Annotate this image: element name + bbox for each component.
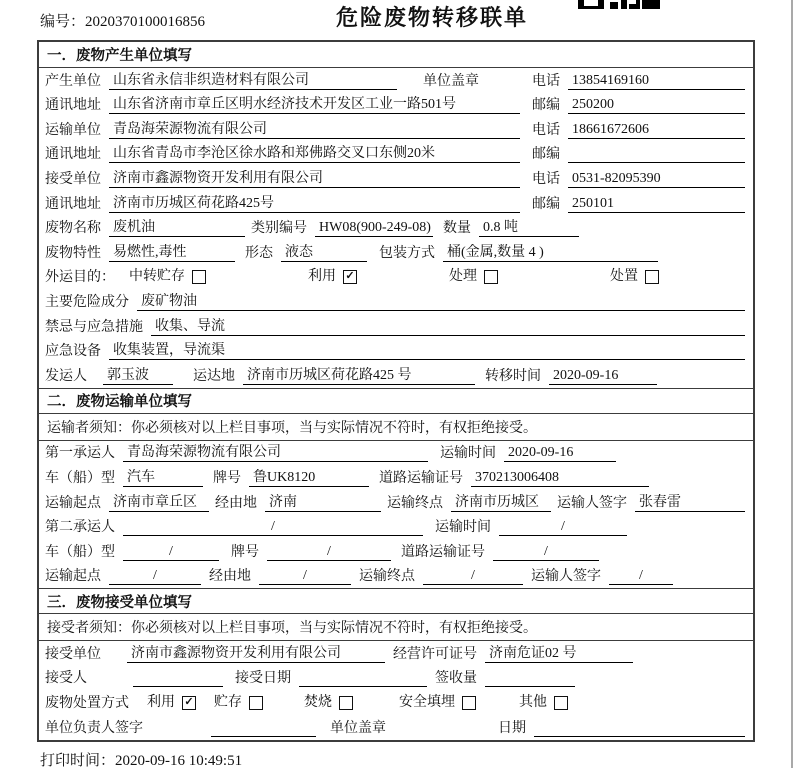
document-number [40,10,205,31]
terminal-2-value: / [423,567,523,585]
disposal-landfill-checkbox [399,694,476,711]
disposal-incineration-checkbox-label: 焚烧 [304,695,332,711]
emergency-equipment-row [39,339,753,364]
precaution-label: 禁忌与应急措施 [45,319,143,335]
responsible-sign-value [211,720,316,737]
destination-value: 济南市历城区荷花路425 号 [243,367,475,385]
generator-postcode-label: 邮编 [532,98,560,114]
waste-code-label: 类别编号 [251,221,307,237]
transport-date-2-label: 运输时间 [435,520,491,536]
generator-phone-value: 13854169160 [568,72,745,90]
accept-unit-value: 济南市鑫源物资开发利用有限公司 [127,645,385,663]
waste-quantity-label: 数量 [443,221,471,237]
consignor-row [39,363,753,388]
first-carrier-row [39,441,753,466]
waste-form-value: 液态 [281,244,367,262]
acceptor-value [133,670,223,687]
section-receiver-title: 三．废物接受单位填写 [39,588,753,614]
transporter-address-value: 山东省青岛市李沧区徐水路和郑佛路交叉口东侧20米 [109,145,520,163]
packaging-value: 桶(金属,数量 4 ) [443,244,658,262]
generator-address-row [39,93,753,118]
packaging-label: 包装方式 [379,245,435,261]
driver-sign-1-label: 运输人签字 [557,495,627,511]
origin-1-value: 济南市章丘区 [109,494,209,512]
page-title: 危险废物转移联单 [336,5,529,30]
disposal-storage-checkbox-label: 贮存 [214,695,242,711]
section-generator-title: 一．废物产生单位填写 [39,42,753,68]
plate-1-label: 牌号 [213,470,241,486]
second-carrier-row [39,515,753,540]
terminal-1-label: 运输终点 [387,495,443,511]
receiver-address-value: 济南市历城区荷花路425号 [109,195,520,213]
receiver-unit-row [39,166,753,191]
purpose-reuse-checkbox [308,268,357,285]
purpose-disposal-checkbox-box [645,270,659,284]
accept-date-label: 接受日期 [235,671,291,687]
receiver-phone-label: 电话 [532,171,560,187]
generator-unit-row [39,68,753,93]
print-time-value: 2020-09-16 10:49:51 [115,753,243,769]
second-carrier-label: 第二承运人 [45,520,115,536]
section-transporter-title: 二．废物运输单位填写 [39,388,753,414]
transport-date-2-value: / [499,518,627,536]
acceptor-label: 接受人 [45,671,87,687]
receiver-postcode-label: 邮编 [532,196,560,212]
main-hazard-value: 废矿物油 [137,293,745,311]
receiver-unit-value: 济南市鑫源物资开发利用有限公司 [109,170,520,188]
terminal-1-value: 济南市历城区 [451,494,551,512]
transporter-phone-value: 18661672606 [568,121,745,139]
transfer-date-value: 2020-09-16 [549,367,657,385]
transfer-date-label: 转移时间 [485,368,541,384]
document-number-label: 编号： [40,14,86,30]
permit-no-label: 经营许可证号 [393,646,477,662]
transporter-unit-value: 青岛海荣源物流有限公司 [109,121,520,139]
disposal-other-checkbox [519,694,568,711]
via-2-label: 经由地 [209,569,251,585]
waste-name-row [39,216,753,241]
route-row-2 [39,564,753,589]
via-1-value: 济南 [265,494,381,512]
receiver-address-row [39,191,753,216]
emergency-equipment-value: 收集装置，导流渠 [109,342,745,360]
main-hazard-label: 主要危险成分 [45,294,129,310]
disposal-reuse-checkbox [147,694,196,711]
road-permit-2-value: / [493,543,599,561]
disposal-landfill-checkbox-label: 安全填埋 [399,695,455,711]
vehicle-type-1-label: 车（船）型 [45,470,115,486]
waste-property-label: 废物特性 [45,245,101,261]
transfer-purpose-label: 外运目的： [45,270,115,286]
transporter-postcode-value [568,146,745,163]
purpose-transit-storage-checkbox-box [192,270,206,284]
first-carrier-label: 第一承运人 [45,446,115,462]
purpose-treatment-checkbox-box [484,270,498,284]
waste-form-label: 形态 [245,245,273,261]
sign-date-value [534,720,745,737]
vehicle-type-2-value: / [123,543,219,561]
terminal-2-label: 运输终点 [359,569,415,585]
purpose-disposal-checkbox [610,268,659,285]
receiver-phone-value: 0531-82095390 [568,170,745,188]
transporter-unit-label: 运输单位 [45,122,101,138]
first-carrier-value: 青岛海荣源物流有限公司 [123,444,428,462]
section-transporter-notice: 运输者须知：你必须核对以上栏目事项，当与实际情况不符时，有权拒绝接受。 [39,414,753,441]
consignor-value: 郭玉波 [103,367,173,385]
disposal-storage-checkbox [214,694,263,711]
acceptor-row [39,666,753,691]
disposal-method-label: 废物处置方式 [45,696,129,712]
disposal-incineration-checkbox-box [339,696,353,710]
transport-date-1-value: 2020-09-16 [504,444,616,462]
accept-unit-label: 接受单位 [45,646,101,662]
disposal-other-checkbox-box [554,696,568,710]
purpose-reuse-checkbox-box: ✓ [343,270,357,284]
waste-property-row [39,240,753,265]
purpose-treatment-checkbox-label: 处理 [449,269,477,285]
disposal-reuse-checkbox-box: ✓ [182,696,196,710]
transfer-purpose-row [39,265,753,290]
permit-no-value: 济南危证02 号 [485,645,633,663]
print-time-label: 打印时间： [40,753,116,769]
vehicle-type-2-label: 车（船）型 [45,544,115,560]
generator-address-value: 山东省济南市章丘区明水经济技术开发区工业一路501号 [109,96,520,114]
plate-1-value: 鲁UK8120 [249,469,369,487]
emergency-equipment-label: 应急设备 [45,344,101,360]
waste-name-value: 废机油 [109,219,245,237]
origin-2-label: 运输起点 [45,569,101,585]
purpose-disposal-checkbox-label: 处置 [610,269,638,285]
waste-name-label: 废物名称 [45,221,101,237]
generator-unit-value: 山东省永信非织造材料有限公司 [109,72,397,90]
disposal-reuse-checkbox-label: 利用 [147,695,175,711]
road-permit-1-label: 道路运输证号 [379,470,463,486]
disposal-storage-checkbox-box [249,696,263,710]
main-hazard-row [39,289,753,314]
waste-quantity-value: 0.8 吨 [479,219,579,237]
receiver-unit-label: 接受单位 [45,171,101,187]
print-time [40,749,242,770]
generator-address-label: 通讯地址 [45,98,101,114]
transporter-phone-label: 电话 [532,122,560,138]
second-carrier-value: / [123,518,423,536]
vehicle-type-1-value: 汽车 [123,469,203,487]
received-qty-value [485,670,575,687]
vehicle-row-2 [39,539,753,564]
driver-sign-2-label: 运输人签字 [531,569,601,585]
generator-phone-label: 电话 [532,73,560,89]
disposal-method-row [39,690,753,715]
sign-date-label: 日期 [498,720,526,736]
purpose-transit-storage-checkbox-label: 中转贮存 [129,269,185,285]
generator-postcode-value: 250200 [568,96,745,114]
via-1-label: 经由地 [215,495,257,511]
responsible-sign-label: 单位负责人签字 [45,720,143,736]
plate-2-label: 牌号 [231,544,259,560]
precaution-value: 收集、导流 [151,318,745,336]
received-qty-label: 签收量 [435,671,477,687]
origin-2-value: / [109,567,201,585]
accept-date-value [299,670,427,687]
accept-unit-row [39,641,753,666]
plate-2-value: / [267,543,391,561]
consignor-label: 发运人 [45,368,87,384]
document-number-value: 2020370100016856 [85,14,206,30]
waste-code-value: HW08(900-249-08) [315,219,433,237]
responsible-signature-row [39,715,753,740]
route-row-1 [39,490,753,515]
driver-sign-1-value: 张春雷 [635,494,745,512]
road-permit-2-label: 道路运输证号 [401,544,485,560]
receiver-postcode-value: 250101 [568,195,745,213]
unit-seal-label: 单位盖章 [423,73,479,89]
via-2-value: / [259,567,351,585]
road-permit-1-value: 370213006408 [471,469,649,487]
transport-date-1-label: 运输时间 [440,446,496,462]
transporter-address-row [39,142,753,167]
section-receiver-notice: 接受者须知：你必须核对以上栏目事项，当与实际情况不符时，有权拒绝接受。 [39,614,753,641]
transporter-unit-row [39,117,753,142]
disposal-landfill-checkbox-box [462,696,476,710]
transporter-address-label: 通讯地址 [45,147,101,163]
transporter-postcode-label: 邮编 [532,147,560,163]
disposal-incineration-checkbox [304,694,353,711]
form-table [37,40,755,742]
disposal-other-checkbox-label: 其他 [519,695,547,711]
origin-1-label: 运输起点 [45,495,101,511]
driver-sign-2-value: / [609,567,673,585]
precaution-row [39,314,753,339]
vehicle-row-1 [39,465,753,490]
waste-property-value: 易燃性,毒性 [109,244,235,262]
purpose-reuse-checkbox-label: 利用 [308,269,336,285]
purpose-transit-storage-checkbox [129,268,206,285]
qr-code-fragment [578,0,662,9]
receiver-address-label: 通讯地址 [45,196,101,212]
page-edge-line [791,0,793,768]
generator-unit-label: 产生单位 [45,73,101,89]
destination-label: 运达地 [193,368,235,384]
purpose-treatment-checkbox [449,268,498,285]
receiver-seal-label: 单位盖章 [330,720,386,736]
